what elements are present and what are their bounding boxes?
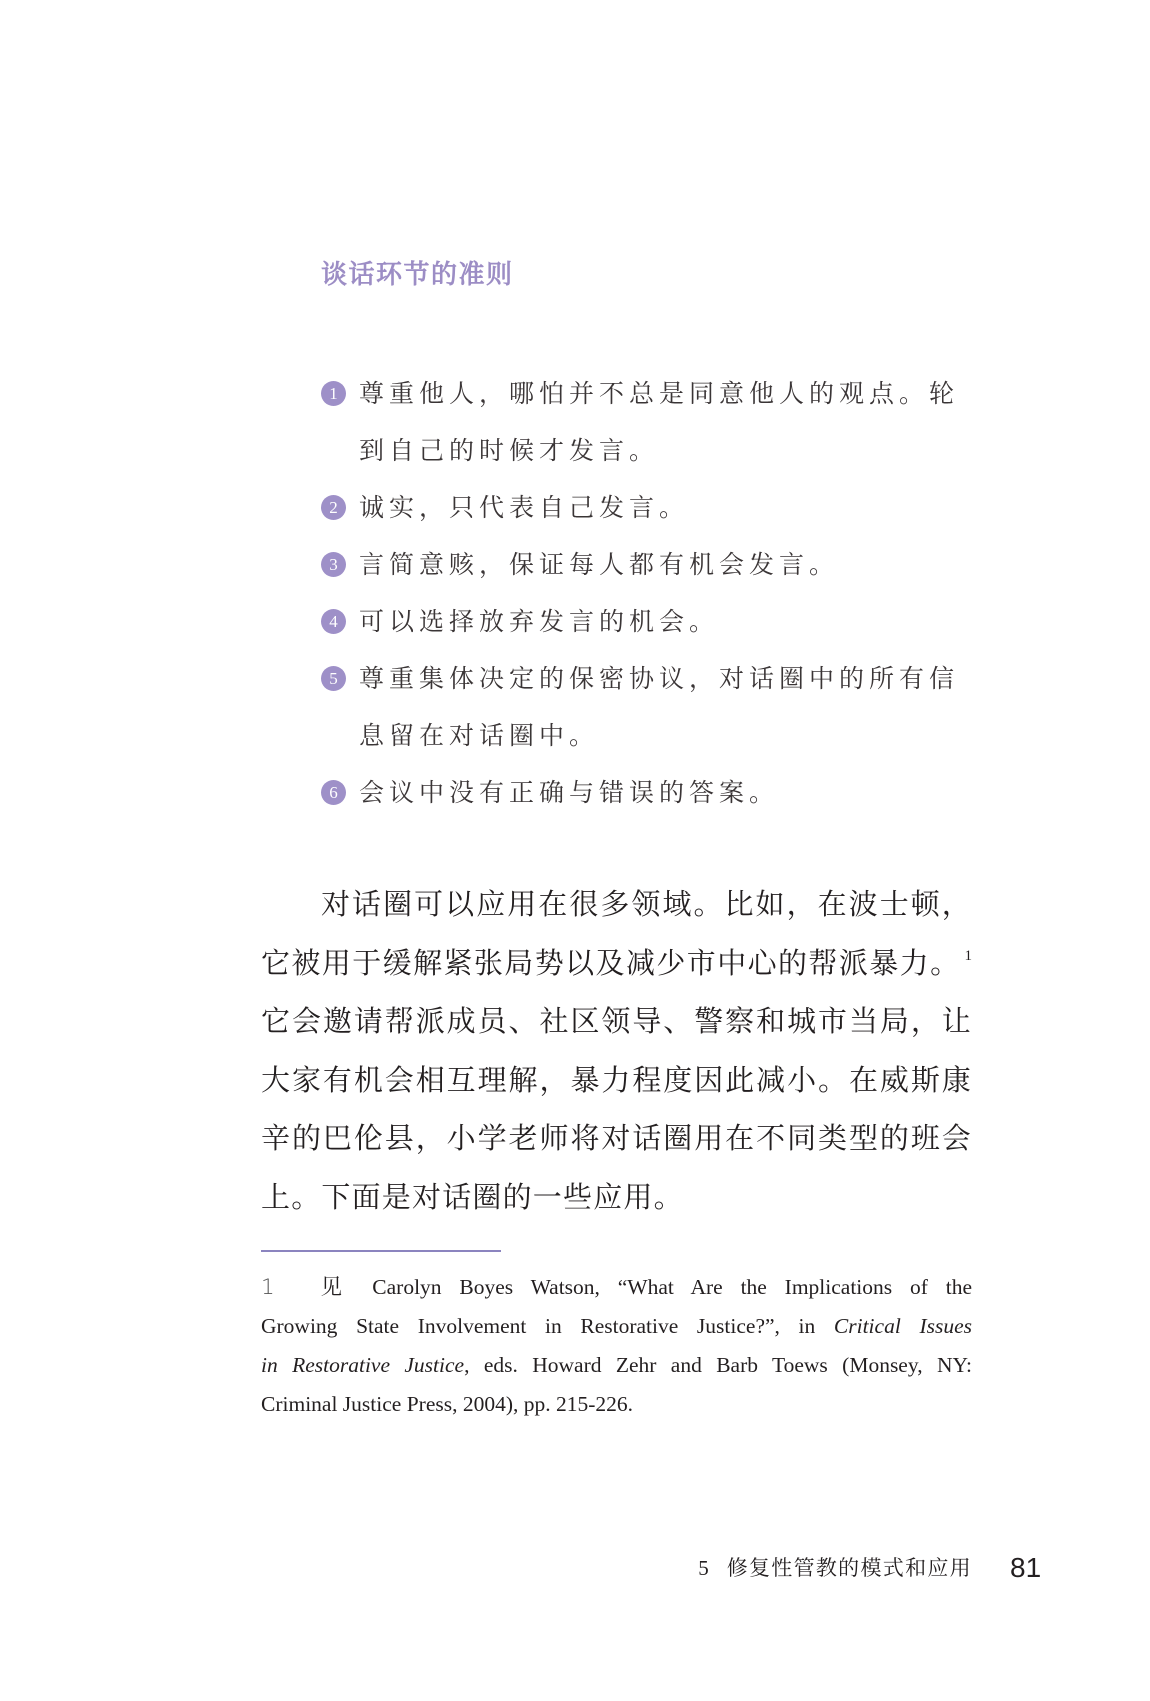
- rule-number-badge: 5: [321, 666, 346, 691]
- rule-text-line: 尊重集体决定的保密协议，对话圈中的所有信: [359, 664, 960, 693]
- rule-item-continued: [321, 706, 971, 763]
- paragraph-line-text: 它会邀请帮派成员、社区领导、警察和城市当局，让: [261, 1004, 972, 1039]
- page-number: 81: [1010, 1552, 1042, 1583]
- paragraph-line-text: 对话圈可以应用在很多领域。比如，在波士顿，: [321, 887, 972, 921]
- rule-text-line: 诚实，只代表自己发言。: [359, 493, 690, 522]
- paragraph-line-text: 大家有机会相互理解，暴力程度因此减小。在威斯康: [261, 1062, 972, 1097]
- paragraph-line-text: 它被用于缓解紧张局势以及减少市中心的帮派暴力。: [261, 945, 961, 980]
- footnote-line: [261, 1346, 972, 1385]
- paragraph-line: [261, 992, 972, 1051]
- chapter-title: 修复性管教的模式和应用: [726, 1556, 972, 1580]
- footnote-line: [261, 1307, 972, 1346]
- rule-number-badge: 2: [321, 495, 346, 520]
- footnote-book-title: Critical Issues: [833, 1314, 972, 1338]
- rule-item: [321, 649, 971, 706]
- rule-item: [321, 592, 971, 649]
- paragraph-line: [261, 1109, 972, 1168]
- paragraph-line: [261, 1051, 972, 1110]
- paragraph-line-text: 辛的巴伦县，小学老师将对话圈用在不同类型的班会: [261, 1121, 972, 1156]
- footnote: [261, 1268, 972, 1424]
- rule-item: [321, 763, 971, 820]
- footnote-line: [261, 1268, 972, 1307]
- footnote-line: [261, 1385, 972, 1424]
- rule-text-line: 到自己的时候才发言。: [359, 436, 660, 465]
- footnote-see-label: 见: [308, 1275, 355, 1300]
- footnote-reference: 1: [964, 947, 972, 964]
- rule-number-badge: 3: [321, 552, 346, 577]
- footnote-text: Carolyn Boyes Watson, “What Are the Implications of the: [372, 1275, 972, 1299]
- rule-item-continued: [321, 421, 971, 478]
- footnote-text: Criminal Justice Press, 2004), pp. 215-226.: [261, 1392, 634, 1416]
- rules-list: [321, 364, 971, 820]
- footnote-number: 1: [261, 1275, 275, 1300]
- chapter-number: 5: [698, 1556, 709, 1580]
- rule-text-line: 言简意赅，保证每人都有机会发言。: [359, 550, 840, 579]
- paragraph-line: [261, 875, 972, 934]
- rule-number-badge: 6: [321, 780, 346, 805]
- rule-text-line: 可以选择放弃发言的机会。: [359, 607, 720, 636]
- rule-number-badge: 4: [321, 609, 346, 634]
- rule-item: [321, 535, 971, 592]
- section-heading: 谈话环节的准则: [321, 260, 514, 290]
- rule-text-line: 会议中没有正确与错误的答案。: [359, 778, 780, 807]
- footnote-text: , eds. Howard Zehr and Barb Toews (Monsey, NY:: [464, 1353, 972, 1377]
- rule-item: [321, 364, 971, 421]
- rule-number-badge: 1: [321, 381, 346, 406]
- paragraph-line: [261, 1168, 972, 1227]
- paragraph-line: [261, 934, 972, 993]
- footnote-text: Growing State Involvement in Restorative Justice?”, in: [261, 1314, 816, 1338]
- body-paragraph: [261, 875, 972, 1227]
- rule-text-line: 尊重他人，哪怕并不总是同意他人的观点。轮: [359, 379, 960, 408]
- running-footer: [698, 1551, 972, 1585]
- paragraph-line-text: 上。下面是对话圈的一些应用。: [261, 1179, 684, 1214]
- rule-item: [321, 478, 971, 535]
- footnote-book-title: in Restorative Justice: [261, 1353, 465, 1377]
- rule-text-line: 息留在对话圈中。: [359, 721, 600, 750]
- footnote-separator: [261, 1250, 501, 1252]
